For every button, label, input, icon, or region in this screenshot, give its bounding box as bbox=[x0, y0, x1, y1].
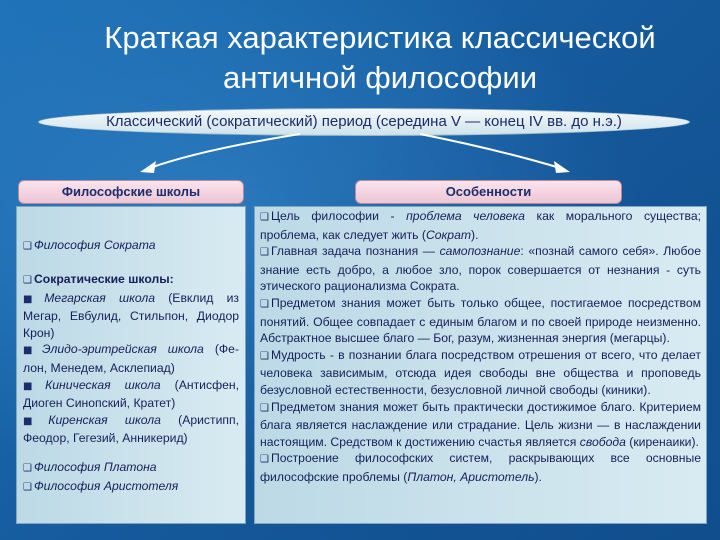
arrow-left bbox=[150, 134, 300, 168]
feature-text: Предметом знания может быть только общее, постигаемое посредством понятий. Общее совпадает с единым благом и по своей природе неизменно. Абстрактное высшее благо — Бог, разум, жизненная энергия (мегарцы). bbox=[260, 295, 701, 346]
period-banner: Классический (сократический) период (середина V — конец IV вв. до н.э.) bbox=[38, 108, 690, 136]
feature-item bbox=[260, 347, 701, 399]
feature-text: ). bbox=[534, 469, 542, 484]
feature-item bbox=[260, 295, 701, 347]
megarian-text: (Евклид из Мегар, Евбулид, Стильпон, Диодор Крон) bbox=[23, 290, 240, 340]
socratic-schools-item: Сократические школы: bbox=[33, 272, 174, 286]
feature-emph: Сократ bbox=[425, 227, 472, 242]
title-line-2: античной философии bbox=[222, 60, 538, 95]
features-header: Особенности bbox=[355, 180, 622, 204]
feature-text: Построение философских систем, раскрывающих все основные философские проблемы ( bbox=[260, 451, 701, 484]
title-line-1: Краткая характеристика классической bbox=[104, 20, 656, 55]
bullet-icon: ❑ bbox=[23, 241, 32, 252]
cynic-text: (Антисфен, Диоген Синопский, Кратет) bbox=[23, 377, 239, 411]
features-panel bbox=[254, 206, 707, 524]
cyrenaic-name: Киренская школа bbox=[48, 412, 161, 427]
cynic-name: Киническая школа bbox=[45, 377, 161, 392]
list-item bbox=[23, 237, 239, 256]
arrow-left-head bbox=[140, 161, 156, 173]
square-bullet-icon: ■ bbox=[23, 293, 43, 305]
schools-header: Философские школы bbox=[18, 180, 244, 204]
socrates-item: Философия Сократа bbox=[33, 238, 156, 252]
feature-text: : «познай самого себя». Любое знание есть добро, а любое зло, порок совершается от незнания - суть этического рационализма Сократа. bbox=[260, 244, 701, 294]
bullet-icon: ❑ bbox=[260, 247, 269, 259]
feature-text: Цель философии - bbox=[270, 209, 407, 223]
cyrenaic-text: (Аристипп, Феодор, Гегезий, Анникерид) bbox=[23, 412, 239, 446]
bullet-icon: ❑ bbox=[23, 481, 32, 493]
square-bullet-icon: ■ bbox=[23, 415, 47, 427]
list-item bbox=[23, 271, 239, 447]
feature-text: Главная задача познания — bbox=[270, 244, 440, 259]
feature-item bbox=[260, 399, 701, 451]
megarian-name: Мегарская школа bbox=[44, 290, 156, 305]
feature-item bbox=[260, 243, 701, 295]
bullet-icon: ❑ bbox=[260, 402, 269, 414]
bullet-icon: ❑ bbox=[260, 212, 269, 223]
feature-text: Мудрость - в познании блага посредством отрешения от всего, что делает человека зависимым, отсюда идея свободы вне общества и проповедь безусловной естественности, безусловной личной свободы (киники). bbox=[260, 347, 701, 397]
feature-item bbox=[260, 450, 701, 485]
feature-text: ). bbox=[471, 227, 479, 242]
arrow-right-head bbox=[554, 161, 570, 173]
bullet-icon: ❑ bbox=[260, 298, 269, 310]
feature-emph: Платон, Аристотель bbox=[407, 469, 535, 484]
feature-text: (киренаики). bbox=[625, 434, 699, 449]
feature-item bbox=[260, 208, 701, 243]
square-bullet-icon: ■ bbox=[23, 345, 41, 357]
arrow-right bbox=[420, 134, 560, 168]
feature-text: Предметом знания может быть практически достижимое благо. Критерием блага является наслаждение или страдание. Цель жизни — в наслаждении настоящим. Средством к достижению счастья является bbox=[260, 399, 701, 449]
bullet-icon: ❑ bbox=[260, 350, 269, 362]
feature-text: как морального существа; проблема, как следует жить ( bbox=[260, 209, 701, 242]
feature-emph: свобода bbox=[579, 434, 626, 449]
bullet-icon: ❑ bbox=[23, 463, 32, 474]
feature-emph: самопознание bbox=[439, 244, 521, 259]
schools-panel bbox=[16, 206, 246, 524]
feature-emph: проблема человека bbox=[406, 209, 525, 223]
bullet-icon: ❑ bbox=[23, 275, 32, 286]
list-item bbox=[23, 459, 239, 496]
plato-item: Философия Платона bbox=[33, 460, 157, 474]
aristotle-item: Философия Аристотеля bbox=[33, 478, 179, 493]
bullet-icon: ❑ bbox=[260, 454, 269, 466]
elido-text: (Фе-лон, Менедем, Асклепиад) bbox=[23, 342, 240, 375]
square-bullet-icon: ■ bbox=[23, 380, 44, 392]
elido-name: Элидо-эритрейская школа bbox=[42, 342, 204, 357]
